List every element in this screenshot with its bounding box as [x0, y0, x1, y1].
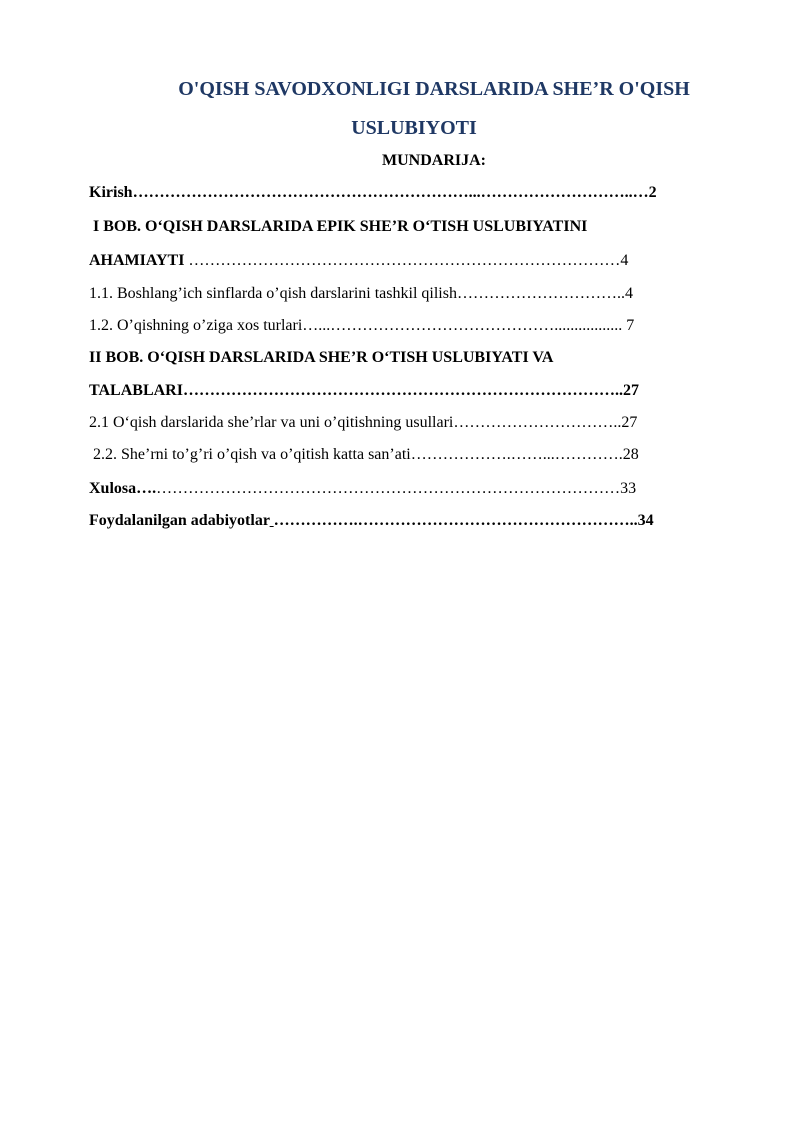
toc-entry-xulosa-label: Xulosa…. [89, 480, 157, 497]
toc-entry-section-2-1: 2.1 O‘qish darslarida she’rlar va uni o’qitishning usullari…………………………..27 [89, 414, 638, 431]
toc-entry-chapter1-line1: I BOB. O‘QISH DARSLARIDA EPIK SHE’R O‘TISH USLUBIYATINI [93, 218, 588, 235]
toc-entry-references-leader: …………….……………………………………………..34 [273, 512, 654, 529]
toc-heading: MUNDARIJA: [382, 152, 486, 169]
toc-entry-chapter2-line1: II BOB. O‘QISH DARSLARIDA SHE’R O‘TISH USLUBIYATI VA [89, 349, 554, 366]
toc-entry-chapter1-leader: ………………………………………………………………………4 [184, 252, 629, 269]
toc-entry-chapter1-title-end: AHAMIAYTI [89, 252, 185, 269]
toc-entry-section-2-2: 2.2. She’rni to’g’ri o’qish va o’qitish katta san’ati……………….……...………….28 [93, 446, 639, 463]
toc-entry-references [89, 511, 654, 531]
toc-entry-section-1-2: 1.2. O’qishning o’ziga xos turlari…...……………………………………................. 7 [89, 317, 635, 334]
toc-entry-xulosa [89, 479, 636, 499]
toc-entry-references-label: Foydalanilgan adabiyotlar [89, 512, 270, 529]
toc-entry-xulosa-leader: ……………………………………………………………………………33 [156, 480, 637, 497]
toc-entry-chapter1-line2 [89, 251, 628, 271]
toc-entry-kirish: Kirish………………………………………………………...………………………..…2 [89, 184, 657, 201]
document-title-line1: O'QISH SAVODXONLIGI DARSLARIDA SHE’R O'QISH [178, 78, 690, 100]
toc-entry-chapter2-line2: TALABLARI………………………………………………………………………..27 [89, 382, 639, 399]
document-title-line2: USLUBIYOTI [351, 117, 477, 139]
toc-entry-section-1-1: 1.1. Boshlang’ich sinflarda o’qish darslarini tashkil qilish…………………………..4 [89, 285, 633, 302]
